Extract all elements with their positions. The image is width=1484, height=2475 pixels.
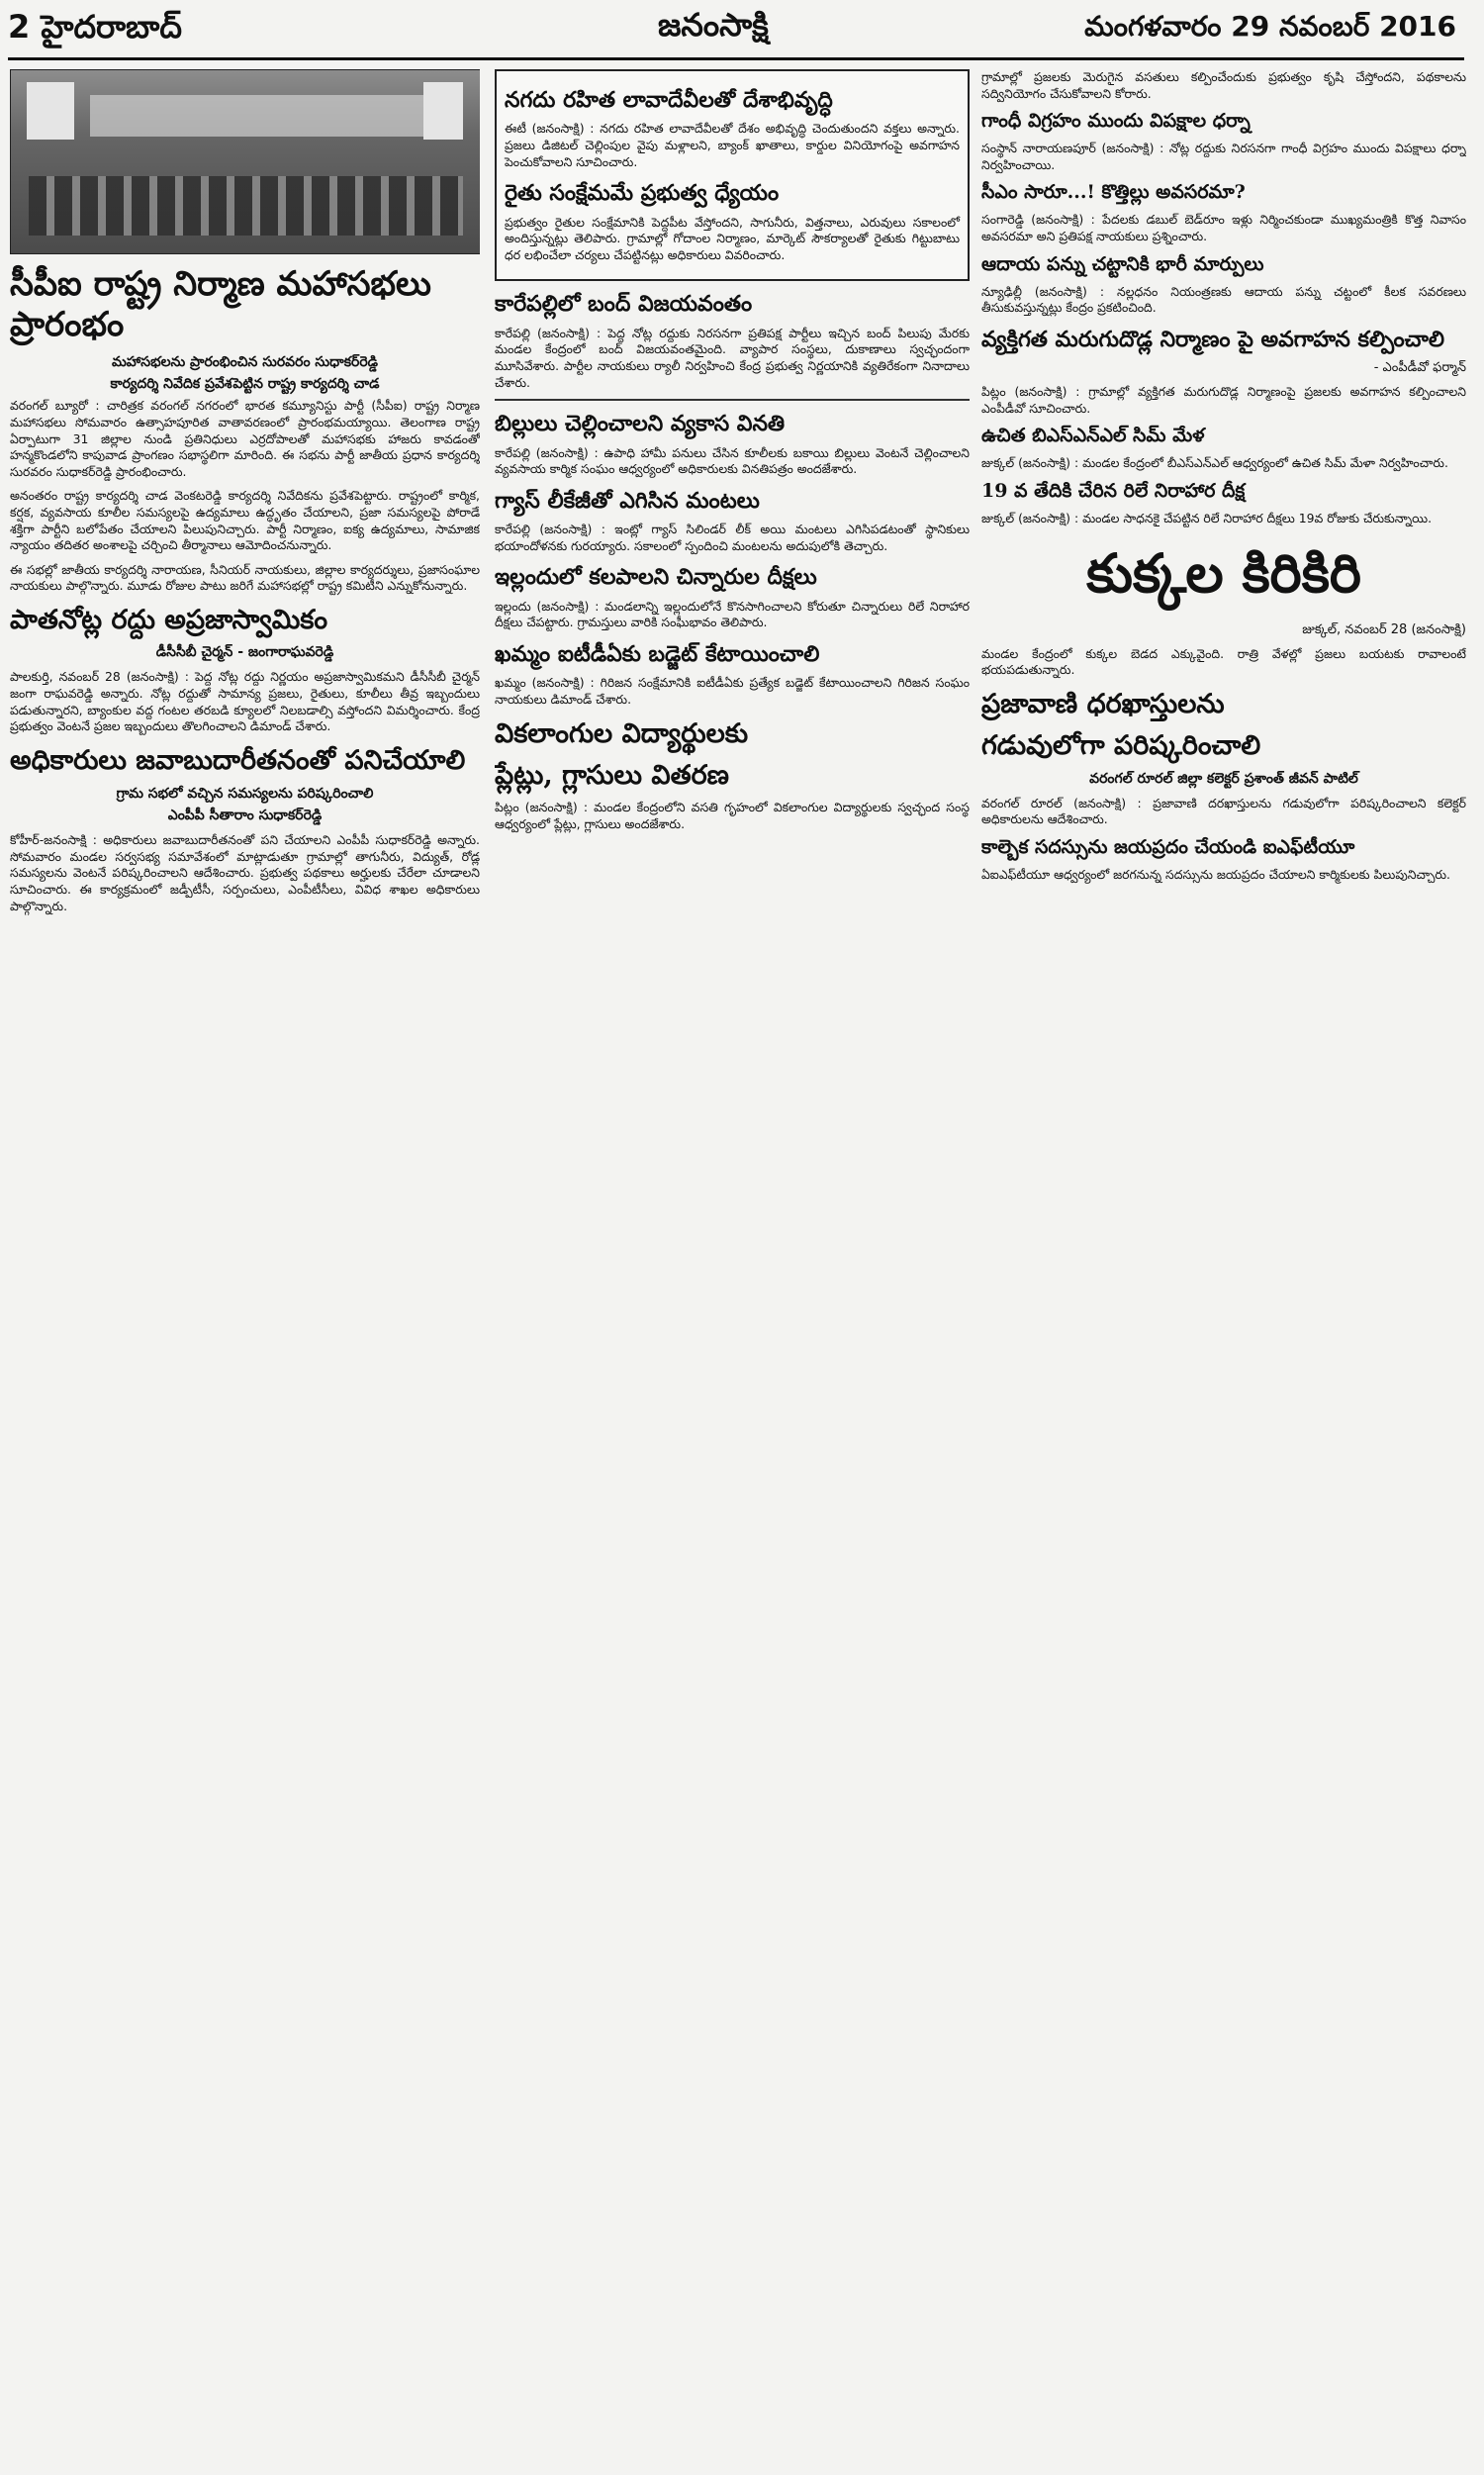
headline: బిల్లులు చెల్లించాలని వ్యకాస వినతి xyxy=(495,411,786,437)
headline: ఆదాయ పన్ను చట్టానికి భారీ మార్పులు xyxy=(981,252,1264,275)
flag-right xyxy=(423,82,463,140)
headline: 19 వ తేదికి చేరిన రిలే నిరాహార దీక్ష xyxy=(981,480,1246,503)
headline: ప్లేట్లు, గ్లాసులు వితరణ xyxy=(495,760,729,792)
headline: ఇల్లందులో కలపాలని చిన్నారుల దీక్షలు xyxy=(495,564,817,591)
stage-banner xyxy=(90,95,446,137)
headline: పాతనోట్ల రద్దు అప్రజాస్వామికం xyxy=(10,605,328,636)
article-paragraph: పాలకుర్తి, నవంబర్ 28 (జనంసాక్షి) : పెద్ద నోట్ల రద్దు నిర్ణయం అప్రజాస్వామికమని డీసీసీబీ చైర్మన్ జంగా రాఘవరెడ్డి అన్నారు. నోట్ల రద్దుతో సామాన్య ప్రజలు, రైతులు, కూలీలు తీవ్ర ఇబ్బందులు పడుతున్నారని, బ్యాంకుల వద్ద గంటల తరబడి క్యూలలో నిలబడాల్సి వస్తోందని విమర్శించారు. కేంద్ర ప్రభుత్వం వెంటనే ప్రజల ఇబ్బందులు తొలగించాలని డిమాండ్ చేశారు. xyxy=(10,669,480,734)
article-paragraph: వరంగల్ రూరల్ (జనంసాక్షి) : ప్రజావాణి దరఖాస్తులను గడువులోగా పరిష్కరించాలని కలెక్టర్ అధికారులను ఆదేశించారు. xyxy=(981,795,1466,827)
headline: సీపీఐ రాష్ట్ర నిర్మాణ మహాసభలు ప్రారంభం xyxy=(10,264,431,344)
article-paragraph: పిట్లం (జనంసాక్షి) : మండల కేంద్రంలోని వసతి గృహంలో వికలాంగుల విద్యార్థులకు స్వచ్ఛంద సంస్థ ఆధ్వర్యంలో ప్లేట్లు, గ్లాసులు అందజేశారు. xyxy=(495,800,970,832)
article-paragraph: వరంగల్ బ్యూరో : చారిత్రక వరంగల్ నగరంలో భారత కమ్యూనిస్టు పార్టీ (సీపీఐ) రాష్ట్ర నిర్మాణ మహాసభలు సోమవారం ఉత్సాహపూరిత వాతావరణంలో ప్రారంభమయ్యాయి. తెలంగాణ రాష్ట్ర ఏర్పాటుగా 31 జిల్లాల నుండి ప్రతినిధులు ఎర్రదోపాలతో మహాసభకు హాజరు కావడంతో హన్మకొండలోని కాపువాడ ప్రాంగణం సభాస్థలిగా మారింది. ఈ సభను పార్టీ జాతీయ ప్రధాన కార్యదర్శి సురవరం సుధాకర్‌రెడ్డి ప్రారంభించారు. xyxy=(10,398,480,479)
article-paragraph: జుక్కల్ (జనంసాక్షి) : మండల సాధనకై చేపట్టిన రిలే నిరాహార దీక్షలు 19వ రోజుకు చేరుకున్నాయి. xyxy=(981,511,1433,526)
article-paragraph: ఖమ్మం (జనంసాక్షి) : గిరిజన సంక్షేమానికి ఐటీడీఏకు ప్రత్యేక బడ్జెట్ కేటాయించాలని గిరిజన సంఘం నాయకులు డిమాండ్ చేశారు. xyxy=(495,675,970,708)
headline: కారేపల్లిలో బంద్ విజయవంతం xyxy=(495,291,753,318)
headline: సీఎం సారూ...! కొత్తిల్లు అవసరమా? xyxy=(981,181,1246,204)
article-paragraph: జుక్కల్ (జనంసాక్షి) : మండల కేంద్రంలో బీఎస్ఎన్ఎల్ ఆధ్వర్యంలో ఉచిత సిమ్ మేళా నిర్వహించారు. xyxy=(981,455,1448,471)
article-paragraph: అనంతరం రాష్ట్ర కార్యదర్శి చాడ వెంకటరెడ్డి కార్యదర్శి నివేదికను ప్రవేశపెట్టారు. రాష్ట్రంలో కార్మిక, కర్షక, వ్యవసాయ కూలీల సమస్యలపై ఉద్యమాలు ఉద్ధృతం చేయాలని, ప్రజా సమస్యలపై పోరాడే శక్తిగా పార్టీని బలోపేతం చేయాలని పిలుపునిచ్చారు. పార్టీ నిర్మాణం, ఐక్య ఉద్యమాలు, సామాజిక న్యాయం తదితర అంశాలపై చర్చించి తీర్మానాలు ఆమోదించనున్నారు. xyxy=(10,488,480,553)
headline: ప్రజావాణి ధరఖాస్తులను xyxy=(981,688,1225,719)
subhead: కార్యదర్శి నివేదిక ప్రవేశపెట్టిన రాష్ట్ర కార్యదర్శి చాడ xyxy=(110,376,380,393)
newspaper-logo: జనంసాక్షి xyxy=(658,6,769,44)
article-paragraph: మండల కేంద్రంలో కుక్కల బెడద ఎక్కువైంది. రాత్రి వేళల్లో ప్రజలు బయటకు రావాలంటే భయపడుతున్నారు. xyxy=(981,645,1466,678)
middle-column xyxy=(495,69,970,2465)
headline: గాంధీ విగ్రహం ముందు విపక్షాల ధర్నా xyxy=(981,110,1251,133)
article-paragraph: ప్రభుత్వం రైతుల సంక్షేమానికి పెద్దపీట వేస్తోందని, సాగునీరు, విత్తనాలు, ఎరువులు సకాలంలో అందిస్తున్నట్లు తెలిపారు. గ్రామాల్లో గోదాంల నిర్మాణం, మార్కెట్ సౌకర్యాలతో రైతుకు గిట్టుబాటు ధర లభించేలా చర్యలు చేపట్టినట్లు అధికారులు వివరించారు. xyxy=(505,214,960,262)
headline: గ్యాస్ లీకేజీతో ఎగిసిన మంటలు xyxy=(495,487,760,514)
headline: అధికారులు జవాబుదారీతనంతో పనిచేయాలి xyxy=(10,744,466,776)
article-paragraph: కారేపల్లి (జనంసాక్షి) : ఇంట్లో గ్యాస్ సిలిండర్ లీక్ అయి మంటలు ఎగిసిపడటంతో స్థానికులు భయాందోళనకు గురయ్యారు. సకాలంలో స్పందించి మంటలను అదుపులోకి తెచ్చారు. xyxy=(495,522,970,553)
subhead: గ్రామ సభలో వచ్చిన సమస్యలను పరిష్కరించాలి xyxy=(116,786,374,803)
masthead-rule xyxy=(8,57,1464,60)
page-date: మంగళవారం 29 నవంబర్ 2016 xyxy=(1084,10,1456,43)
article-paragraph: సంగారెడ్డి (జనంసాక్షి) : పేదలకు డబుల్ బెడ్‌రూం ఇళ్లు నిర్మించకుండా ముఖ్యమంత్రికి కొత్త నివాసం అవసరమా అని ప్రతిపక్ష నాయకులు ప్రశ్నించారు. xyxy=(981,212,1466,244)
right-column xyxy=(981,69,1466,2465)
article-paragraph: పిట్లం (జనంసాక్షి) : గ్రామాల్లో వ్యక్తిగత మరుగుదొడ్ల నిర్మాణంపై ప్రజలకు అవగాహన కల్పించాలని ఎంపీడీవో సూచించారు. xyxy=(981,384,1466,416)
flag-left xyxy=(27,82,74,140)
byline: ఎంపీపీ సీతారాం సుధాకర్‌రెడ్డి xyxy=(167,808,323,824)
article-paragraph: ఈ సభల్లో జాతీయ కార్యదర్శి నారాయణ, సీనియర్ నాయకులు, జిల్లాల కార్యదర్శులు, ప్రజాసంఘాల నాయకులు పాల్గొన్నారు. మూడు రోజుల పాటు జరిగే మహాసభల్లో రాష్ట్ర కమిటీని ఎన్నుకోనున్నారు. xyxy=(10,561,480,594)
article-paragraph: కారేపల్లి (జనంసాక్షి) : ఉపాధి హామీ పనులు చేసిన కూలీలకు బకాయి బిల్లులు వెంటనే చెల్లించాలని వ్యవసాయ కార్మిక సంఘం ఆధ్వర్యంలో అధికారులకు వినతిపత్రం అందజేశారు. xyxy=(495,444,970,477)
headline: రైతు సంక్షేమమే ప్రభుత్వ ధ్యేయం xyxy=(505,180,780,207)
article-paragraph: గ్రామాల్లో ప్రజలకు మెరుగైన వసతులు కల్పించేందుకు ప్రభుత్వం కృషి చేస్తోందని, పథకాలను సద్వినియోగం చేసుకోవాలని కోరారు. xyxy=(981,69,1466,101)
headline: వ్యక్తిగత మరుగుదొడ్ల నిర్మాణం పై అవగాహన కల్పించాలి xyxy=(981,326,1445,352)
news-photo xyxy=(10,69,480,254)
article-paragraph: ఈటీ (జనంసాక్షి) : నగదు రహిత లావాదేవీలతో దేశం అభివృద్ధి చెందుతుందని వక్తలు అన్నారు. ప్రజలు డిజిటల్ చెల్లింపుల వైపు మళ్లాలని, బ్యాంక్ ఖాతాలు, కార్డుల వినియోగంపై అవగాహన పెంచుకోవాలని సూచించారు. xyxy=(505,121,960,169)
subhead: మహాసభలను ప్రారంభించిన సురవరం సుధాకర్‌రెడ్డి xyxy=(111,353,379,370)
dateline: జుక్కల్, నవంబర్ 28 (జనంసాక్షి) xyxy=(1302,621,1466,637)
article-paragraph: న్యూఢిల్లీ (జనంసాక్షి) : నల్లధనం నియంత్రణకు ఆదాయ పన్ను చట్టంలో కీలక సవరణలు తీసుకువస్తున్నట్లు కేంద్రం ప్రకటించింది. xyxy=(981,283,1466,316)
divider xyxy=(495,399,970,401)
article-paragraph: ఇల్లందు (జనంసాక్షి) : మండలాన్ని ఇల్లందులోనే కొనసాగించాలని కోరుతూ చిన్నారులు రిలే నిరాహార దీక్షలు చేపట్టారు. గ్రామస్తులు వారికి సంఘీభావం తెలిపారు. xyxy=(495,598,970,630)
headline: గడువులోగా పరిష్కరించాలి xyxy=(981,730,1261,762)
byline: - ఎంపీడీవో ఫర్మాన్ xyxy=(1373,360,1466,376)
headline: నగదు రహిత లావాదేవీలతో దేశాభివృద్ధి xyxy=(505,87,833,113)
people-row xyxy=(29,176,463,236)
headline: కాల్బెక సదస్సును జయప్రదం చేయండి ఐఎఫ్‌టీయూ xyxy=(981,835,1355,858)
headline: వికలాంగుల విద్యార్థులకు xyxy=(495,717,749,749)
article-paragraph: కోహీర్-జనంసాక్షి : అధికారులు జవాబుదారీతనంతో పని చేయాలని ఎంపీపీ సుధాకర్‌రెడ్డి అన్నారు. సోమవారం మండల సర్వసభ్య సమావేశంలో మాట్లాడుతూ గ్రామాల్లో తాగునీరు, విద్యుత్, రోడ్ల సమస్యలను వెంటనే పరిష్కరించాలని ఆదేశించారు. ప్రభుత్వ పథకాలు అర్హులకు చేరేలా చూడాలని సూచించారు. ఈ కార్యక్రమంలో జడ్పీటీసీ, సర్పంచులు, ఎంపీటీసీలు, వివిధ శాఖల అధికారులు పాల్గొన్నారు. xyxy=(10,832,480,913)
left-column xyxy=(10,69,480,2465)
headline: ఖమ్మం ఐటీడీఏకు బడ్జెట్ కేటాయించాలి xyxy=(495,641,820,668)
masthead xyxy=(0,0,1484,79)
article-paragraph: సంస్థాన్ నారాయణపూర్ (జనంసాక్షి) : నోట్ల రద్దుకు నిరసనగా గాంధీ విగ్రహం ముందు విపక్షాలు ధర్నా నిర్వహించాయి. xyxy=(981,141,1466,172)
byline: డీసీసీబీ చైర్మన్ - జంగారాఘవరెడ్డి xyxy=(155,644,334,661)
headline: కుక్కల కిరికిరి xyxy=(1086,540,1361,605)
page-location: 2 హైదరాబాద్ xyxy=(8,8,182,46)
byline: వరంగల్ రూరల్ జిల్లా కలెక్టర్ ప్రశాంత్ జీవన్ పాటిల్ xyxy=(1089,770,1358,787)
headline: ఉచిత బిఎస్ఎన్ఎల్ సిమ్ మేళ xyxy=(981,425,1205,447)
boxed-story xyxy=(495,69,970,281)
article-paragraph: ఏఐఎఫ్‌టీయూ ఆధ్వర్యంలో జరగనున్న సదస్సును జయప్రదం చేయాలని కార్మికులకు పిలుపునిచ్చారు. xyxy=(981,866,1450,882)
article-paragraph: కారేపల్లి (జనంసాక్షి) : పెద్ద నోట్ల రద్దుకు నిరసనగా ప్రతిపక్ష పార్టీలు ఇచ్చిన బంద్ పిలుపు మేరకు మండల కేంద్రంలో బంద్ విజయవంతమైంది. వ్యాపార సంస్థలు, దుకాణాలు స్వచ్ఛందంగా మూసివేశారు. పార్టీల నాయకులు ర్యాలీ నిర్వహించి కేంద్ర ప్రభుత్వ నిర్ణయానికి వ్యతిరేకంగా నినాదాలు చేశారు. xyxy=(495,325,970,390)
